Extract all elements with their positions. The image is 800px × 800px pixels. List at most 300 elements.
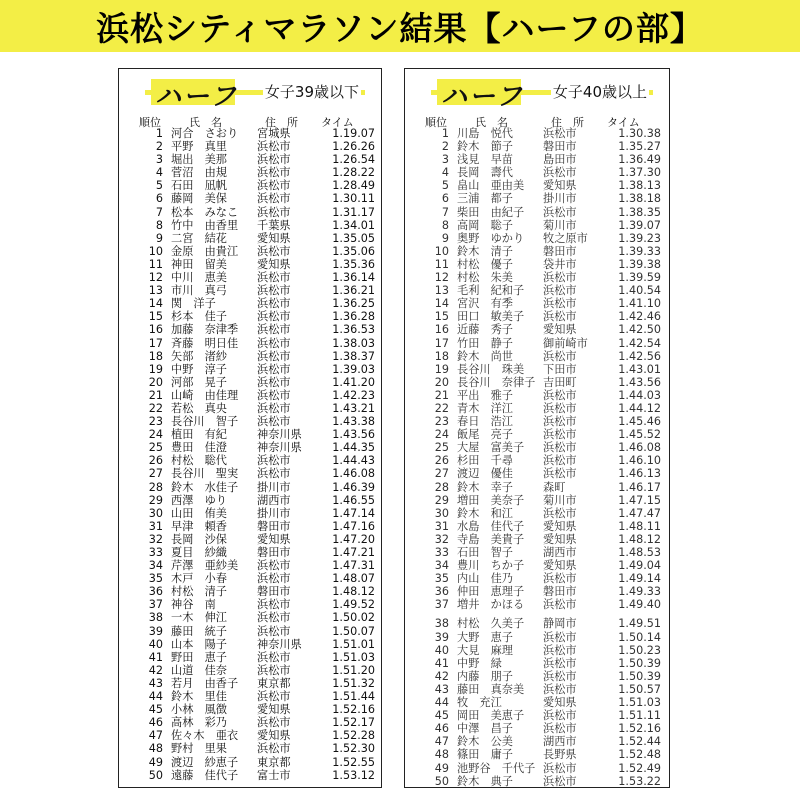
finish-time: 1.52.55 (332, 755, 375, 769)
result-row (405, 598, 669, 611)
result-row (119, 363, 381, 376)
residence: 湖西市 (543, 546, 577, 559)
finish-time: 1.50.39 (618, 656, 661, 670)
runner-name: 宮沢 有季 (457, 297, 513, 311)
rank: 11 (434, 257, 449, 271)
results-panel-women-40-over (404, 68, 670, 788)
residence: 御前崎市 (543, 336, 588, 350)
runner-name: 西澤 ゆり (171, 493, 227, 507)
finish-time: 1.49.52 (332, 598, 375, 612)
residence: 浜松市 (543, 761, 577, 775)
runner-name: 柴田 由紀子 (457, 205, 525, 219)
finish-time: 1.47.14 (332, 506, 375, 520)
result-row (405, 206, 669, 219)
rank: 2 (441, 140, 449, 154)
finish-time: 1.26.26 (332, 140, 375, 154)
result-row (119, 638, 381, 651)
result-row (405, 363, 669, 376)
result-row (119, 651, 381, 664)
finish-time: 1.19.07 (332, 127, 375, 140)
result-row (119, 494, 381, 507)
result-row (405, 140, 669, 153)
runner-name: 矢部 渚紗 (171, 349, 227, 363)
residence: 神奈川県 (257, 637, 302, 651)
result-row (405, 520, 669, 533)
result-row (405, 441, 669, 454)
rank: 12 (148, 271, 163, 285)
result-row (405, 415, 669, 428)
finish-time: 1.50.39 (618, 669, 661, 683)
rank: 43 (434, 682, 449, 696)
residence: 浜松市 (257, 598, 291, 612)
finish-time: 1.50.07 (332, 624, 375, 638)
result-row (405, 297, 669, 310)
finish-time: 1.52.28 (332, 729, 375, 743)
rank: 30 (148, 506, 163, 520)
finish-time: 1.51.01 (332, 637, 375, 651)
result-row (405, 507, 669, 520)
residence: 浜松市 (543, 415, 577, 429)
finish-time: 1.42.46 (618, 310, 661, 324)
finish-time: 1.49.40 (618, 598, 661, 612)
finish-time: 1.52.44 (618, 735, 661, 749)
finish-time: 1.38.18 (618, 192, 661, 206)
result-row (119, 533, 381, 546)
runner-name: 長岡 沙保 (171, 532, 227, 546)
result-row (119, 310, 381, 323)
runner-name: 堀出 美那 (171, 153, 227, 167)
runner-name: 松本 みなこ (171, 205, 239, 219)
runner-name: 浅見 早苗 (457, 153, 513, 167)
rank: 15 (434, 310, 449, 324)
rank: 19 (434, 362, 449, 376)
residence: 浜松市 (257, 284, 291, 298)
finish-time: 1.39.38 (618, 257, 661, 271)
runner-name: 村松 清子 (171, 585, 227, 599)
finish-time: 1.45.46 (618, 415, 661, 429)
residence: 磐田市 (257, 546, 291, 559)
result-row (405, 696, 669, 709)
runner-name: 田口 敏美子 (457, 310, 525, 324)
runner-name: 篠田 庸子 (457, 748, 513, 762)
finish-time: 1.49.51 (618, 617, 661, 631)
runner-name: 中野 緑 (457, 656, 502, 670)
result-row (119, 232, 381, 245)
result-row (405, 585, 669, 598)
result-row (405, 670, 669, 683)
finish-time: 1.51.03 (332, 650, 375, 664)
col-residence: 住 所 (551, 116, 584, 129)
result-row (405, 748, 669, 761)
rank: 2 (155, 140, 163, 154)
residence: 浜松市 (543, 428, 577, 442)
finish-time: 1.41.10 (618, 297, 661, 311)
rank: 37 (434, 598, 449, 612)
residence: 浜松市 (257, 401, 291, 415)
residence: 愛知県 (257, 532, 291, 546)
residence: 菊川市 (543, 218, 577, 232)
results-list (405, 127, 669, 788)
runner-name: 飯尾 亮子 (457, 428, 513, 442)
rank: 20 (434, 375, 449, 389)
result-row (119, 441, 381, 454)
residence: 磐田市 (543, 244, 577, 258)
results-list (119, 127, 381, 782)
finish-time: 1.38.13 (618, 179, 661, 193)
runner-name: 増井 かほる (457, 598, 525, 612)
runner-name: 夏目 紗織 (171, 546, 227, 559)
runner-name: 鈴木 水佳子 (171, 480, 239, 494)
runner-name: 竹中 由香里 (171, 218, 239, 232)
runner-name: 竹田 静子 (457, 336, 513, 350)
result-row (405, 323, 669, 336)
finish-time: 1.47.20 (332, 532, 375, 546)
rank: 34 (148, 559, 163, 573)
result-row (119, 598, 381, 611)
finish-time: 1.49.33 (618, 585, 661, 599)
result-row (405, 454, 669, 467)
residence: 浜松市 (257, 388, 291, 402)
residence: 愛知県 (543, 179, 577, 193)
finish-time: 1.40.54 (618, 284, 661, 298)
result-row (405, 735, 669, 748)
runner-name: 長谷川 珠美 (457, 362, 525, 376)
finish-time: 1.42.23 (332, 388, 375, 402)
runner-name: 鈴木 里佳 (171, 690, 227, 704)
runner-name: 植田 有紀 (171, 428, 227, 442)
finish-time: 1.46.10 (618, 454, 661, 468)
residence: 愛知県 (543, 559, 577, 573)
result-row (119, 703, 381, 716)
rank: 21 (148, 388, 163, 402)
result-row (119, 192, 381, 205)
finish-time: 1.50.23 (618, 643, 661, 657)
page-title: 浜松シティマラソン結果【ハーフの部】 (0, 0, 800, 52)
result-row (405, 166, 669, 179)
rank: 25 (434, 441, 449, 455)
rank: 50 (148, 768, 163, 782)
finish-time: 1.46.08 (332, 467, 375, 481)
rank: 23 (434, 415, 449, 429)
result-row (119, 415, 381, 428)
residence: 浜松市 (257, 650, 291, 664)
runner-name: 関 洋子 (171, 297, 216, 311)
finish-time: 1.36.25 (332, 297, 375, 311)
residence: 掛川市 (543, 192, 577, 206)
residence: 長野県 (543, 748, 577, 762)
rank: 39 (434, 630, 449, 644)
rank: 47 (148, 729, 163, 743)
residence: 浜松市 (257, 336, 291, 350)
residence: 宮城県 (257, 127, 291, 140)
result-row (405, 258, 669, 271)
residence: 愛知県 (543, 323, 577, 337)
residence: 掛川市 (257, 480, 291, 494)
result-row (119, 716, 381, 729)
finish-time: 1.41.20 (332, 375, 375, 389)
result-row (119, 625, 381, 638)
runner-name: 藤岡 美保 (171, 192, 227, 206)
runner-name: 芹澤 亜紗美 (171, 559, 239, 573)
finish-time: 1.38.03 (332, 336, 375, 350)
results-panel-women-39-under (118, 68, 382, 788)
result-row (405, 722, 669, 735)
finish-time: 1.43.01 (618, 362, 661, 376)
finish-time: 1.50.57 (618, 682, 661, 696)
runner-name: 渡辺 優佳 (457, 467, 513, 481)
runner-name: 若月 由香子 (171, 676, 239, 690)
runner-name: 水島 佳代子 (457, 519, 525, 533)
result-row (405, 337, 669, 350)
runner-name: 大屋 富美子 (457, 441, 525, 455)
result-row (119, 742, 381, 755)
runner-name: 内藤 朋子 (457, 669, 513, 683)
residence: 磐田市 (543, 585, 577, 599)
result-row (405, 428, 669, 441)
rank: 32 (434, 532, 449, 546)
rank: 17 (148, 336, 163, 350)
rank: 45 (148, 703, 163, 717)
rank: 27 (434, 467, 449, 481)
rank: 34 (434, 559, 449, 573)
finish-time: 1.52.30 (332, 742, 375, 756)
finish-time: 1.46.17 (618, 480, 661, 494)
rank: 13 (434, 284, 449, 298)
result-row (119, 585, 381, 598)
runner-name: 野村 里果 (171, 742, 227, 756)
rank: 25 (148, 441, 163, 455)
runner-name: 藤田 統子 (171, 624, 227, 638)
residence: 浜松市 (257, 297, 291, 311)
rank: 24 (434, 428, 449, 442)
runner-name: 鈴木 典子 (457, 774, 513, 788)
runner-name: 村松 優子 (457, 257, 513, 271)
rank: 32 (148, 532, 163, 546)
rank: 14 (148, 297, 163, 311)
finish-time: 1.39.03 (332, 362, 375, 376)
residence: 浜松市 (543, 669, 577, 683)
runner-name: 青木 洋江 (457, 401, 513, 415)
runner-name: 平出 雅子 (457, 388, 513, 402)
rank: 39 (148, 624, 163, 638)
finish-time: 1.30.38 (618, 127, 661, 140)
finish-time: 1.42.50 (618, 323, 661, 337)
rank: 49 (148, 755, 163, 769)
rank: 18 (148, 349, 163, 363)
rank: 31 (434, 519, 449, 533)
runner-name: 中川 恵美 (171, 271, 227, 285)
rank: 46 (148, 716, 163, 730)
result-row (119, 664, 381, 677)
rank: 36 (148, 585, 163, 599)
finish-time: 1.44.12 (618, 401, 661, 415)
race-heading: ハーフ (441, 82, 524, 112)
rank: 7 (441, 205, 449, 219)
result-row (119, 297, 381, 310)
result-row (119, 140, 381, 153)
runner-name: 村松 聡代 (171, 454, 227, 468)
finish-time: 1.36.28 (332, 310, 375, 324)
rank: 14 (434, 297, 449, 311)
rank: 29 (434, 493, 449, 507)
rank: 1 (441, 127, 449, 140)
residence: 下田市 (543, 362, 577, 376)
runner-name: 岡田 美恵子 (457, 709, 525, 723)
finish-time: 1.47.47 (618, 506, 661, 520)
runner-name: 三浦 都子 (457, 192, 513, 206)
rank: 50 (434, 774, 449, 788)
residence: 浜松市 (257, 310, 291, 324)
finish-time: 1.35.06 (332, 244, 375, 258)
residence: 浜松市 (543, 709, 577, 723)
rank: 26 (148, 454, 163, 468)
finish-time: 1.39.23 (618, 231, 661, 245)
residence: 浜松市 (257, 572, 291, 586)
rank: 4 (155, 166, 163, 180)
residence: 牧之原市 (543, 231, 588, 245)
residence: 浜松市 (257, 244, 291, 258)
residence: 浜松市 (257, 611, 291, 625)
panel-header (431, 80, 653, 110)
finish-time: 1.28.22 (332, 166, 375, 180)
runner-name: 金原 由貴江 (171, 244, 239, 258)
residence: 磐田市 (257, 519, 291, 533)
residence: 東京都 (257, 755, 291, 769)
rank: 16 (148, 323, 163, 337)
rank: 1 (155, 127, 163, 140)
rank: 27 (148, 467, 163, 481)
column-headers (405, 114, 669, 128)
finish-time: 1.36.21 (332, 284, 375, 298)
finish-time: 1.35.05 (332, 231, 375, 245)
rank: 20 (148, 375, 163, 389)
runner-name: 山本 陽子 (171, 637, 227, 651)
result-row (405, 572, 669, 585)
runner-name: 鈴木 節子 (457, 140, 513, 154)
runner-name: 中澤 昌子 (457, 722, 513, 736)
residence: 浜松市 (257, 153, 291, 167)
residence: 浜松市 (543, 656, 577, 670)
runner-name: 村松 朱美 (457, 271, 513, 285)
runner-name: 菅沼 由規 (171, 166, 227, 180)
runner-name: 杉田 千尋 (457, 454, 513, 468)
result-row (119, 376, 381, 389)
rank: 6 (441, 192, 449, 206)
runner-name: 神田 留美 (171, 257, 227, 271)
runner-name: 高岡 聡子 (457, 218, 513, 232)
finish-time: 1.50.02 (332, 611, 375, 625)
rank: 9 (155, 231, 163, 245)
finish-time: 1.48.07 (332, 572, 375, 586)
rank: 38 (148, 611, 163, 625)
rank: 49 (434, 761, 449, 775)
runner-name: 池野谷 千代子 (457, 761, 536, 775)
residence: 浜松市 (543, 166, 577, 180)
result-row (405, 617, 669, 630)
residence: 愛知県 (543, 696, 577, 710)
runner-name: 中野 淳子 (171, 362, 227, 376)
runner-name: 寺島 美貴子 (457, 532, 525, 546)
rank: 15 (148, 310, 163, 324)
rank: 35 (148, 572, 163, 586)
result-row (405, 683, 669, 696)
residence: 吉田町 (543, 375, 577, 389)
rank: 8 (155, 218, 163, 232)
residence: 愛知県 (257, 231, 291, 245)
rank: 24 (148, 428, 163, 442)
rank: 11 (148, 257, 163, 271)
finish-time: 1.28.49 (332, 179, 375, 193)
residence: 浜松市 (257, 663, 291, 677)
result-row (119, 179, 381, 192)
result-row (119, 402, 381, 415)
runner-name: 村松 久美子 (457, 617, 525, 631)
finish-time: 1.51.20 (332, 663, 375, 677)
result-row (119, 729, 381, 742)
col-residence: 住 所 (265, 116, 298, 129)
runner-name: 加藤 奈津季 (171, 323, 239, 337)
finish-time: 1.44.43 (332, 454, 375, 468)
result-row (119, 206, 381, 219)
result-row (119, 690, 381, 703)
rank: 40 (148, 637, 163, 651)
residence: 浜松市 (257, 179, 291, 193)
residence: 浜松市 (257, 624, 291, 638)
runner-name: 鈴木 和江 (457, 506, 513, 520)
residence: 浜松市 (257, 742, 291, 756)
result-row (119, 481, 381, 494)
finish-time: 1.36.53 (332, 323, 375, 337)
residence: 浜松市 (543, 467, 577, 481)
finish-time: 1.48.53 (618, 546, 661, 559)
finish-time: 1.42.56 (618, 349, 661, 363)
result-row (119, 166, 381, 179)
result-row (405, 245, 669, 258)
runner-name: 畠山 亜由美 (457, 179, 525, 193)
residence: 富士市 (257, 768, 291, 782)
result-row (119, 756, 381, 769)
col-rank: 順位 (139, 116, 161, 129)
finish-time: 1.46.55 (332, 493, 375, 507)
residence: 浜松市 (543, 630, 577, 644)
residence: 浜松市 (543, 506, 577, 520)
rank: 45 (434, 709, 449, 723)
residence: 浜松市 (543, 310, 577, 324)
finish-time: 1.38.35 (618, 205, 661, 219)
residence: 浜松市 (257, 205, 291, 219)
residence: 浜松市 (543, 572, 577, 586)
rank: 7 (155, 205, 163, 219)
result-row (405, 467, 669, 480)
rank: 16 (434, 323, 449, 337)
residence: 浜松市 (257, 716, 291, 730)
finish-time: 1.47.15 (618, 493, 661, 507)
finish-time: 1.39.07 (618, 218, 661, 232)
result-row (405, 127, 669, 140)
result-row (119, 271, 381, 284)
category-label: 女子39歳以下 (264, 83, 359, 101)
finish-time: 1.44.03 (618, 388, 661, 402)
result-row (405, 657, 669, 670)
runner-name: 内山 佳乃 (457, 572, 513, 586)
residence: 浜松市 (257, 323, 291, 337)
result-row (405, 546, 669, 559)
finish-time: 1.51.44 (332, 690, 375, 704)
runner-name: 毛利 紀和子 (457, 284, 525, 298)
rank: 17 (434, 336, 449, 350)
residence: 浜松市 (543, 441, 577, 455)
rank: 22 (434, 401, 449, 415)
